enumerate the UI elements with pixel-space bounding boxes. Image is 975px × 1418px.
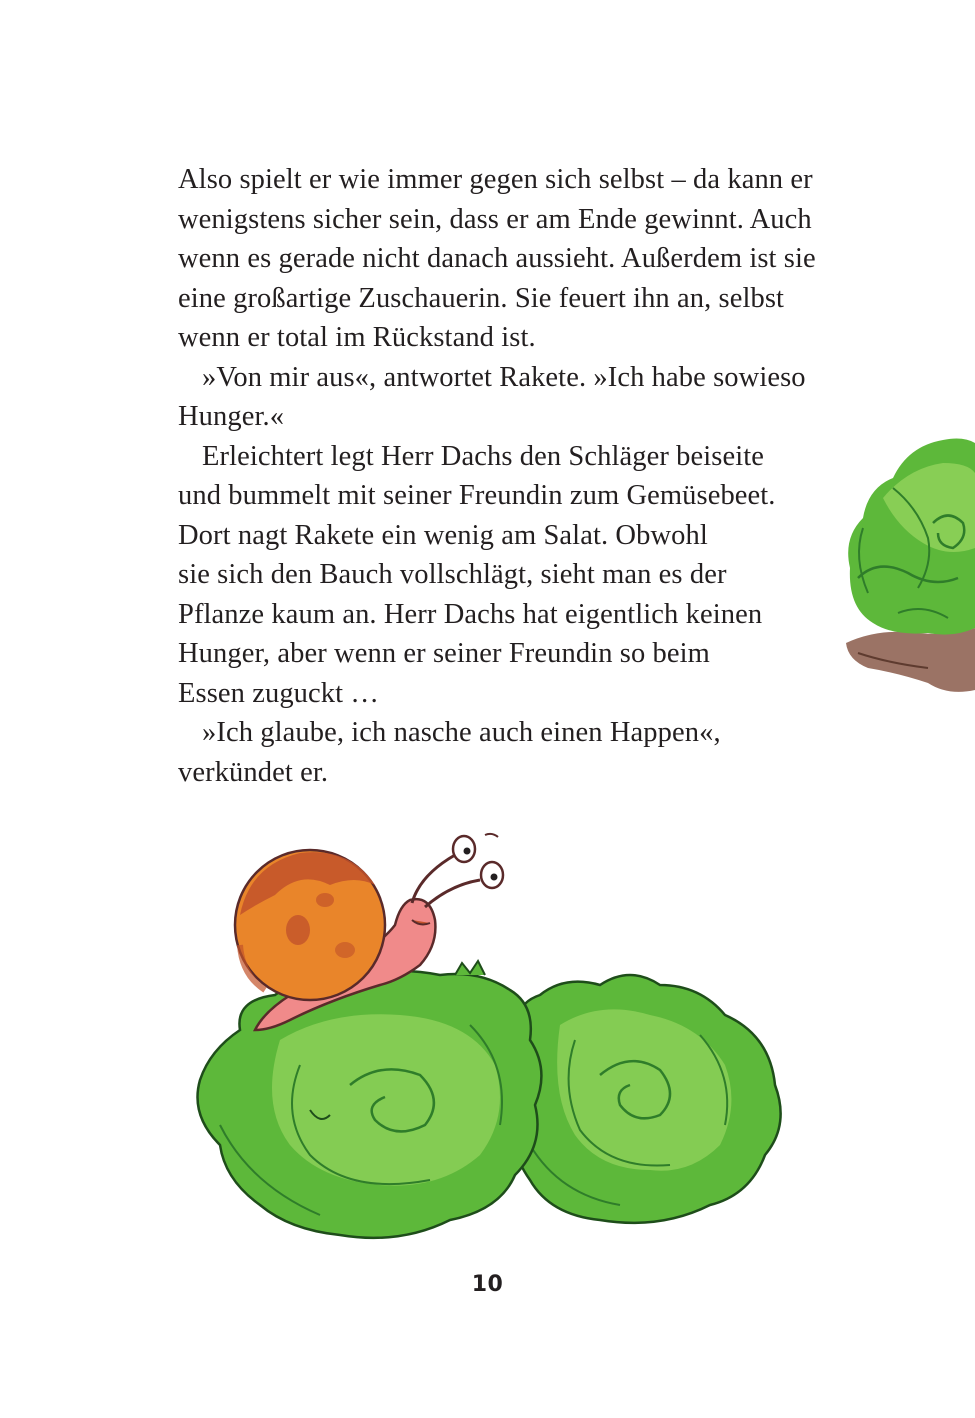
lettuce-head-left (198, 961, 542, 1238)
text-line: Hunger.« (178, 401, 285, 432)
page-number: 10 (471, 1272, 504, 1297)
lettuce-head-right (511, 975, 781, 1223)
text-line: wenn es gerade nicht danach aussieht. Außerdem ist sie (178, 243, 816, 274)
text-line: Pflanze kaum an. Herr Dachs hat eigentlich keinen (178, 598, 763, 630)
text-line: »Von mir aus«, antwortet Rakete. »Ich habe sowieso (202, 361, 806, 393)
lettuce-illustration-right (838, 428, 975, 698)
text-line: Also spielt er wie immer gegen sich selbst – da kann er (178, 164, 813, 195)
text-line: verkündet er. (178, 756, 329, 788)
text-line: Erleichtert legt Herr Dachs den Schläger beiseite (202, 440, 764, 472)
text-line: »Ich glaube, ich nasche auch einen Happen«, (202, 717, 721, 748)
text-line: wenn er total im Rückstand ist. (178, 322, 536, 353)
text-line: wenigstens sicher sein, dass er am Ende gewinnt. Auch (178, 203, 812, 235)
text-line: und bummelt mit seiner Freundin zum Gemüsebeet. (178, 480, 776, 511)
text-line: Hunger, aber wenn er seiner Freundin so beim (178, 638, 710, 669)
snail-lettuce-illustration (180, 825, 805, 1255)
story-text (178, 160, 838, 792)
text-line: Dort nagt Rakete ein wenig am Salat. Obwohl (178, 519, 708, 551)
text-line: sie sich den Bauch vollschlägt, sieht man es der (178, 559, 727, 590)
text-line: eine großartige Zuschauerin. Sie feuert ihn an, selbst (178, 282, 785, 314)
text-line: Essen zuguckt … (178, 677, 379, 709)
